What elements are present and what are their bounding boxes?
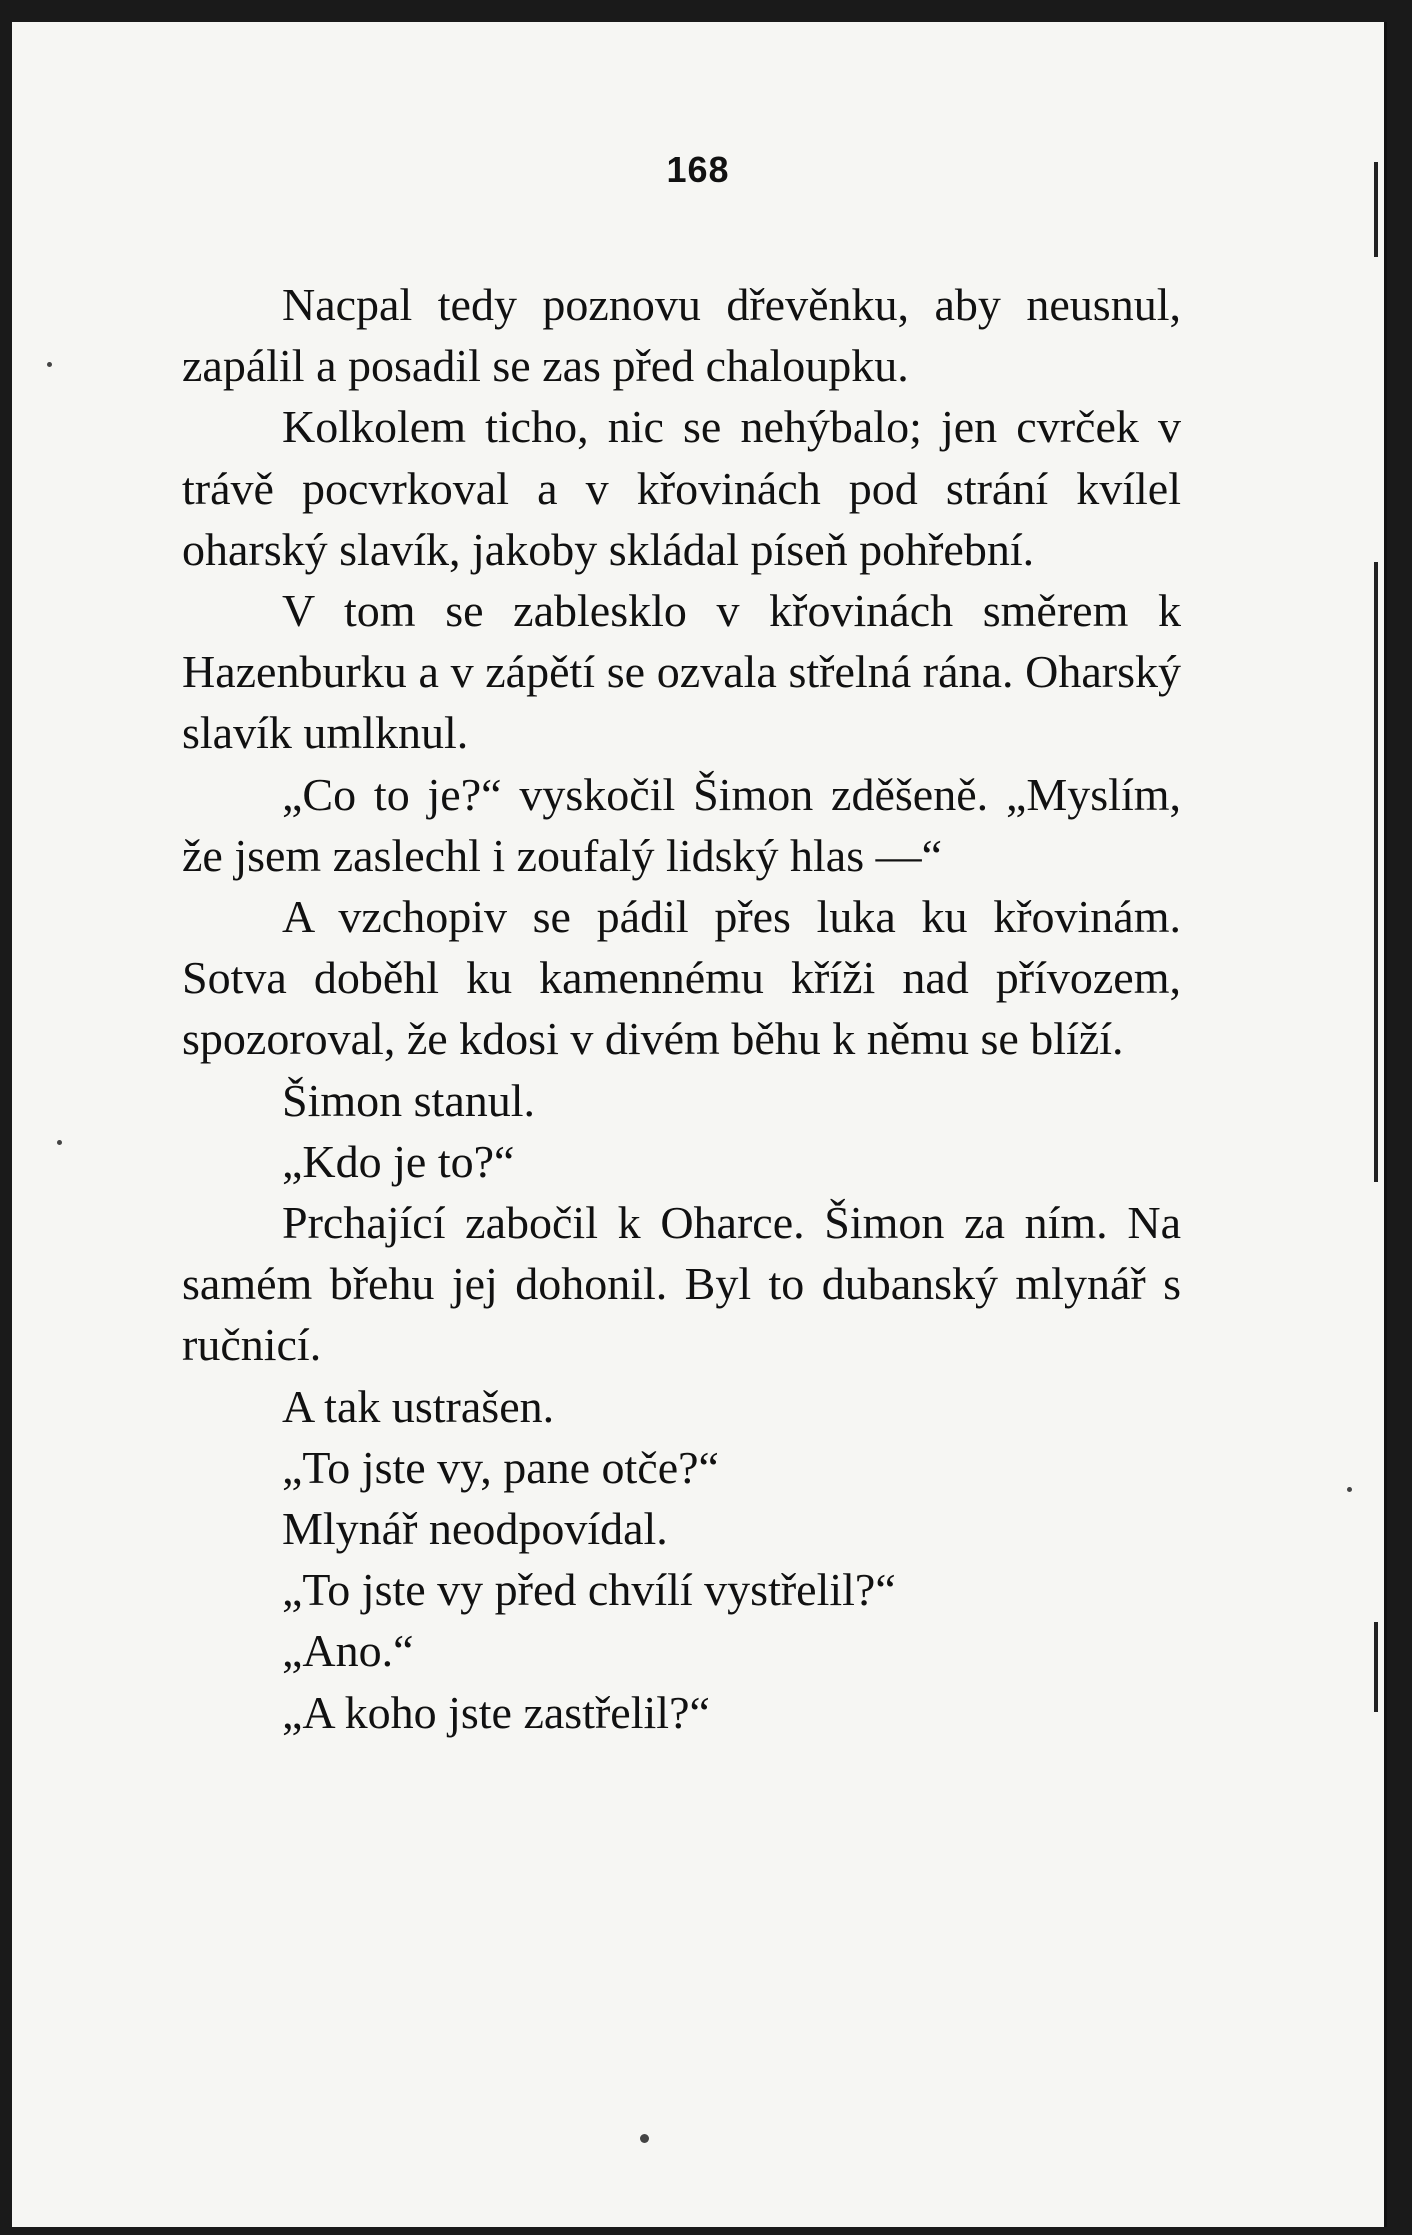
page-edge-mark [1374,1622,1378,1712]
paragraph: „A koho jste zastřelil?“ [282,1686,710,1738]
paper-speck [640,2134,649,2143]
paragraph: Prchající zabočil k Oharce. Šimon za ním. Na samém břehu jej dohonil. Byl to dubanský mlynář s ručnicí. [182,1197,1181,1371]
page-text [182,274,1181,1743]
paragraph: „Ano.“ [282,1625,414,1677]
book-page [12,22,1387,2227]
paragraph: A vzchopiv se pádil přes luka ku křovinám. Sotva doběhl ku kamennému kříži nad přívozem, spozoroval, že kdosi v divém běhu k němu se blíží. [182,891,1181,1065]
paragraph: „To jste vy, pane otče?“ [282,1441,719,1493]
paragraph: Šimon stanul. [282,1074,536,1126]
paper-speck [47,362,52,367]
paragraph: Nacpal tedy poznovu dřevěnku, aby neusnul, zapálil a posadil se zas před chaloupku. [182,279,1181,392]
paper-speck [1347,1487,1352,1492]
paragraph: „To jste vy před chvílí vystřelil?“ [282,1564,896,1616]
paragraph: A tak ustrašen. [282,1380,555,1432]
paragraph: „Kdo je to?“ [282,1135,515,1187]
paragraph: Mlynář neodpovídal. [282,1503,668,1555]
paragraph: „Co to je?“ vyskočil Šimon zděšeně. „Myslím, že jsem zaslechl i zoufalý lidský hlas —“ [182,768,1181,881]
paragraph: Kolkolem ticho, nic se nehýbalo; jen cvrček v trávě pocvrkoval a v křovinách pod strání kvílel oharský slavík, jakoby skládal píseň pohřební. [182,401,1181,575]
page-edge-mark [1374,562,1378,1182]
paper-speck [57,1140,62,1145]
paragraph: V tom se zablesklo v křovinách směrem k Hazenburku a v zápětí se ozvala střelná rána. Oharský slavík umlknul. [182,585,1181,759]
page-number: 168 [666,149,730,190]
